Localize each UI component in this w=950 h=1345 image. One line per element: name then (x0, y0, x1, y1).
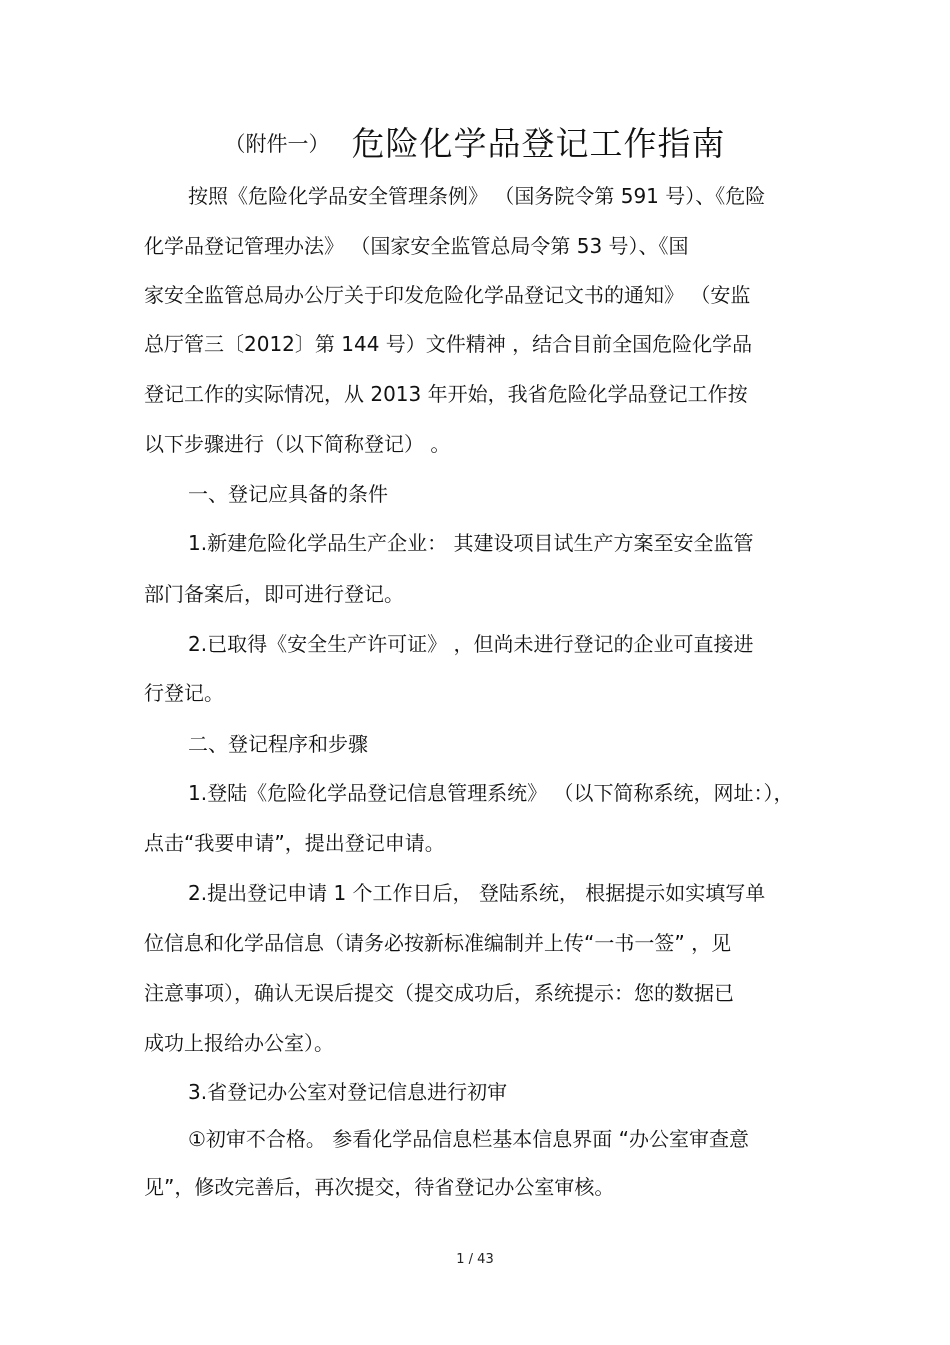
page-number: 1 / 43 (456, 1252, 494, 1267)
paragraph-line: 以下步骤进行（以下简称登记） 。 (144, 432, 451, 456)
paragraph-line: 2.提出登记申请 1 个工作日后， 登陆系统， 根据提示如实填写单 (188, 881, 766, 905)
paragraph-line: 总厅管三〔2012〕第 144 号）文件精神 ，结合目前全国危险化学品 (144, 332, 753, 356)
title-prefix: （附件一） (224, 132, 330, 156)
paragraph-line: 登记工作的实际情况，从 2013 年开始，我省危险化学品登记工作按 (144, 382, 748, 406)
document-title (0, 118, 950, 165)
paragraph-line: 家安全监管总局办公厅关于印发危险化学品登记文书的通知》 （安监 (144, 283, 751, 307)
paragraph-line: 化学品登记管理办法》 （国家安全监管总局令第 53 号）、《国 (144, 234, 689, 258)
paragraph-line: 按照《危险化学品安全管理条例》 （国务院令第 591 号）、《危险 (188, 184, 766, 208)
paragraph-line: 见”，修改完善后，再次提交，待省登记办公室审核。 (144, 1175, 615, 1199)
paragraph-line: 位信息和化学品信息（请务必按新标准编制并上传“一书一签” ，见 (144, 931, 732, 955)
paragraph-line: 部门备案后，即可进行登记。 (144, 582, 404, 606)
paragraph-line: 成功上报给办公室）。 (144, 1031, 334, 1055)
section-heading: 一、登记应具备的条件 (188, 482, 388, 506)
paragraph-line: ①初审不合格。 参看化学品信息栏基本信息界面 “办公室审查意 (188, 1127, 750, 1151)
paragraph-line: 2.已取得《安全生产许可证》 ，但尚未进行登记的企业可直接进 (188, 632, 754, 656)
paragraph-line: 3.省登记办公室对登记信息进行初审 (188, 1080, 508, 1104)
title-main: 危险化学品登记工作指南 (351, 124, 726, 163)
paragraph-line: 行登记。 (144, 681, 224, 705)
section-heading: 二、登记程序和步骤 (188, 732, 368, 756)
paragraph-line: 点击“我要申请”，提出登记申请。 (144, 831, 445, 855)
paragraph-line: 1.登陆《危险化学品登记信息管理系统》 （以下简称系统，网址：）， (188, 781, 794, 805)
paragraph-line: 1.新建危险化学品生产企业： 其建设项目试生产方案至安全监管 (188, 531, 754, 555)
paragraph-line: 注意事项），确认无误后提交（提交成功后，系统提示：您的数据已 (144, 981, 734, 1005)
